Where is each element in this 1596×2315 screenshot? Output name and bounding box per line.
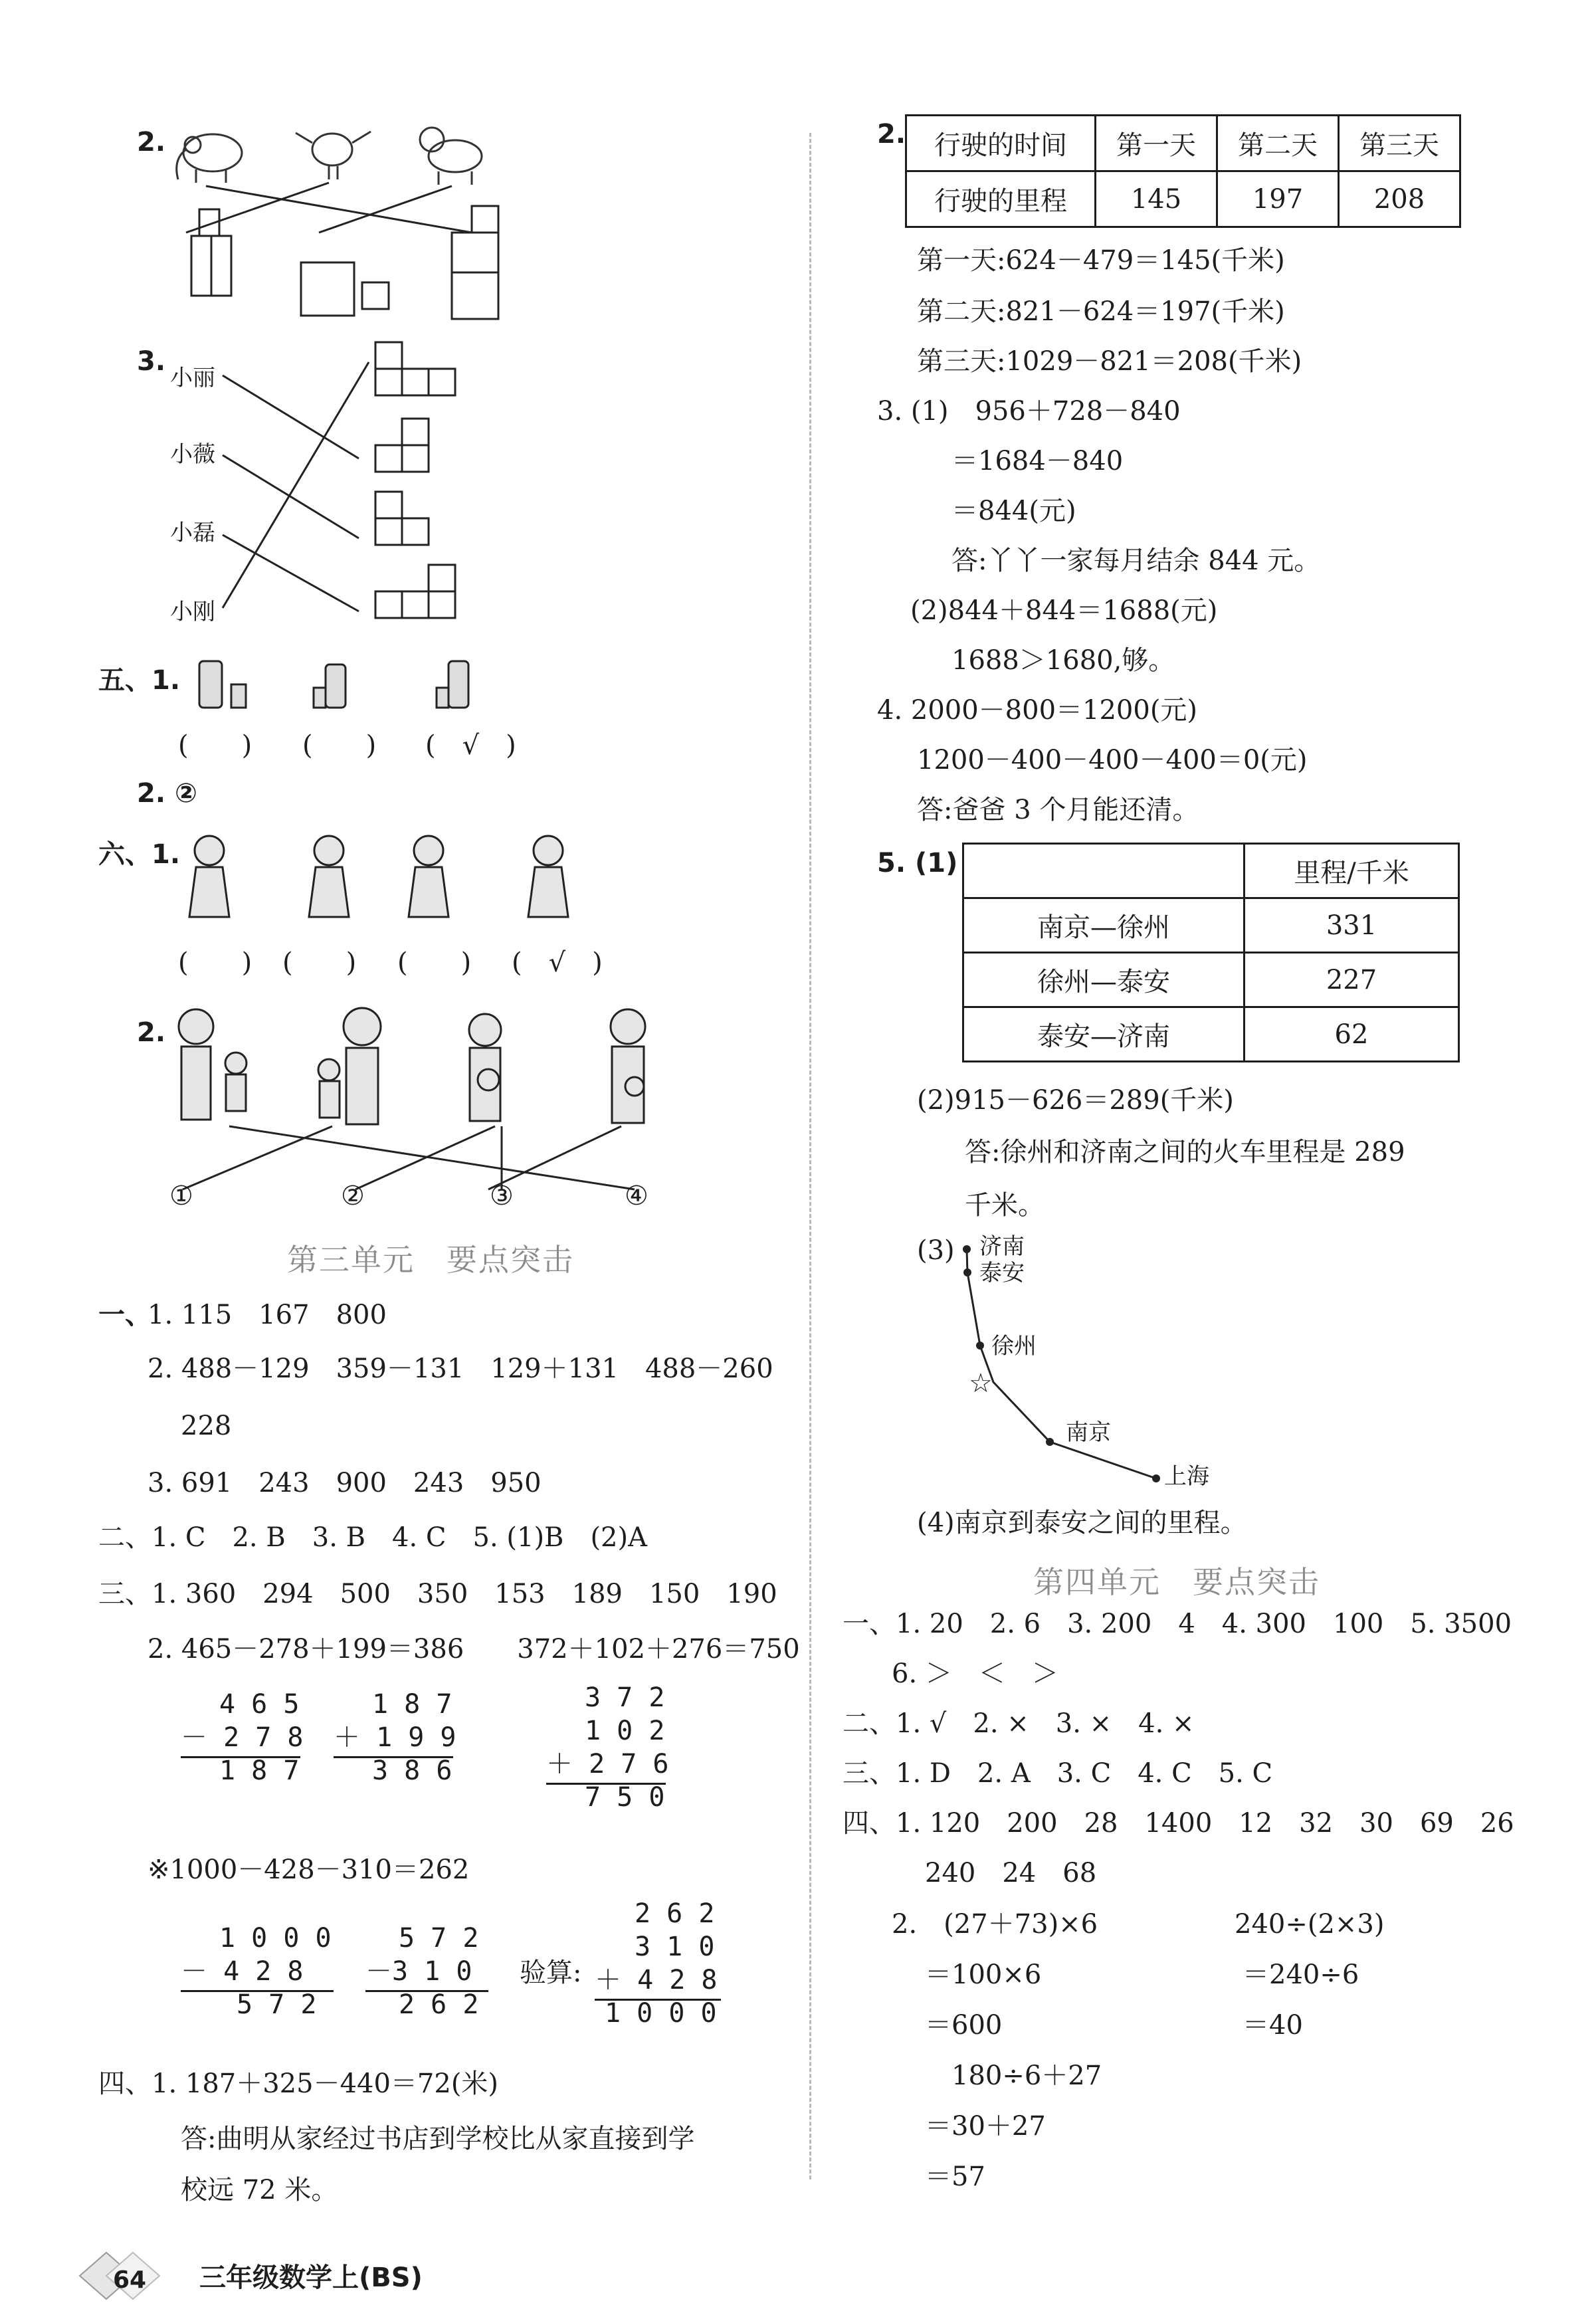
railway-route-1: 南京—徐州 bbox=[963, 898, 1245, 953]
u3-s2: 二、1. C 2. B 3. B 4. C 5. (1)B (2)A bbox=[98, 1522, 647, 1553]
dog-icon bbox=[420, 128, 482, 185]
vcalc2-line1: 1 8 7 bbox=[372, 1689, 452, 1720]
u3-s1-label: 一、 bbox=[98, 1300, 151, 1330]
name-xiaogang: 小刚 bbox=[170, 599, 215, 625]
vcalc6-line2: 3 1 0 bbox=[635, 1932, 715, 1962]
railway-table bbox=[962, 843, 1460, 1062]
check-label: 验算: bbox=[520, 1958, 582, 1988]
u3-s3-q2: 2. 465－278＋199＝386 372＋102＋276＝750 bbox=[148, 1634, 800, 1664]
vcalc1-line1: 4 6 5 bbox=[219, 1689, 300, 1720]
section-6-label: 六、1. bbox=[98, 839, 181, 870]
u4-calc-a-3: ＝600 bbox=[925, 2010, 1003, 2041]
travel-header-day3: 第三天 bbox=[1339, 116, 1460, 171]
s5-paren-2: ( ) bbox=[302, 730, 377, 761]
vcalc3-line4: 7 5 0 bbox=[585, 1782, 665, 1813]
section-5-label: 五、1. bbox=[98, 665, 181, 696]
r-q5-4: (4)南京到泰安之间的里程。 bbox=[917, 1508, 1247, 1538]
travel-header-day2: 第二天 bbox=[1217, 116, 1339, 171]
vcalc1-line3: 1 8 7 bbox=[219, 1756, 300, 1786]
vcalc1-line2: － 2 7 8 bbox=[181, 1722, 304, 1753]
q3-label: 3. bbox=[137, 346, 166, 377]
r-q4-line3: 答:爸爸 3 个月能还清。 bbox=[917, 795, 1199, 825]
book-title: 三年级数学上(BS) bbox=[199, 2263, 423, 2293]
vcalc4-line3: 5 7 2 bbox=[237, 1989, 317, 2020]
u3-s4-q1: 四、1. 187＋325－440＝72(米) bbox=[98, 2068, 499, 2099]
r-q3-line2: ＝1684－840 bbox=[951, 446, 1124, 476]
sweeping-girls-illustration bbox=[179, 831, 591, 944]
s6-paren-3: ( ) bbox=[397, 948, 472, 978]
vcalc4-line1: 1 0 0 0 bbox=[219, 1923, 332, 1954]
bird-icon bbox=[296, 132, 371, 179]
s6-paren-4: ( √ ) bbox=[512, 948, 603, 978]
railway-header-distance: 里程/千米 bbox=[1245, 844, 1459, 898]
r-q3-line3: ＝844(元) bbox=[951, 496, 1076, 526]
u4-s4-q1-cont: 240 24 68 bbox=[925, 1858, 1097, 1888]
name-xiaoli: 小丽 bbox=[170, 365, 215, 391]
map-star-icon: ☆ bbox=[969, 1368, 993, 1399]
travel-header-time: 行驶的时间 bbox=[906, 116, 1096, 171]
travel-row-label: 行驶的里程 bbox=[906, 171, 1096, 227]
q2-label: 2. bbox=[137, 127, 166, 157]
column-divider bbox=[809, 133, 811, 2179]
map-label-xuzhou: 徐州 bbox=[991, 1333, 1037, 1359]
u4-calc-a-2: ＝100×6 bbox=[925, 1960, 1042, 1990]
travel-row-day2: 197 bbox=[1217, 171, 1339, 227]
day2-line: 第二天:821－624＝197(千米) bbox=[917, 296, 1285, 327]
u3-extra: ※1000－428－310＝262 bbox=[148, 1855, 470, 1885]
r-q5-2-ans2: 千米。 bbox=[965, 1190, 1045, 1221]
u3-s4-ans1: 答:曲明从家经过书店到学校比从家直接到学 bbox=[181, 2124, 695, 2154]
vcalc5-line3: 2 6 2 bbox=[399, 1989, 479, 2020]
travel-row-day3: 208 bbox=[1339, 171, 1460, 227]
u3-s1-q2-cont: 228 bbox=[181, 1411, 232, 1441]
s5-paren-1: ( ) bbox=[178, 730, 252, 761]
circle-4: ④ bbox=[625, 1181, 648, 1211]
elephant-icon bbox=[177, 134, 242, 183]
r-q5-2-ans1: 答:徐州和济南之间的火车里程是 289 bbox=[965, 1137, 1405, 1167]
u4-s4-q1: 四、1. 120 200 28 1400 12 32 30 69 26 bbox=[843, 1808, 1514, 1839]
circle-1: ① bbox=[169, 1181, 193, 1211]
cube-view-diagram bbox=[219, 339, 485, 638]
s6-q2-label: 2. bbox=[137, 1017, 166, 1048]
r-q3-line4: 答:丫丫一家每月结余 844 元。 bbox=[951, 546, 1321, 576]
vcalc3-line3: ＋ 2 7 6 bbox=[546, 1749, 669, 1779]
vcalc5-line1: 5 7 2 bbox=[399, 1923, 479, 1954]
mother-child-matching bbox=[169, 1000, 688, 1219]
travel-header-day1: 第一天 bbox=[1096, 116, 1217, 171]
day3-line: 第三天:1029－821＝208(千米) bbox=[917, 346, 1302, 377]
s6-paren-2: ( ) bbox=[282, 948, 357, 978]
animal-matching-diagram bbox=[159, 113, 532, 326]
name-xiaowei: 小薇 bbox=[170, 441, 215, 468]
thermos-icons bbox=[193, 648, 525, 721]
s5-q2: 2. ② bbox=[137, 778, 197, 809]
map-label-jinan: 济南 bbox=[979, 1233, 1025, 1260]
railway-header-blank bbox=[963, 844, 1245, 898]
u4-calc-c-3: ＝57 bbox=[925, 2162, 985, 2192]
unit3-heading: 第三单元 要点突击 bbox=[287, 1242, 574, 1278]
vcalc4-line2: － 4 2 8 bbox=[181, 1956, 304, 1987]
u4-s1: 一、1. 20 2. 6 3. 200 4 4. 300 100 5. 3500 bbox=[843, 1609, 1512, 1639]
u3-s1-q1: 1. 115 167 800 bbox=[148, 1300, 387, 1330]
railway-distance-1: 331 bbox=[1245, 898, 1459, 953]
railway-distance-3: 62 bbox=[1245, 1007, 1459, 1062]
r-q3-line1: 3. (1) 956＋728－840 bbox=[877, 396, 1181, 427]
r-q5-label: 5. (1) bbox=[877, 848, 958, 878]
r-q5-2: (2)915－626＝289(千米) bbox=[917, 1085, 1234, 1116]
circle-2: ② bbox=[341, 1181, 365, 1211]
page-number: 64 bbox=[113, 2266, 147, 2294]
s5-paren-3: ( √ ) bbox=[425, 730, 516, 761]
u3-s1-q3: 3. 691 243 900 243 950 bbox=[148, 1468, 542, 1498]
railway-route-2: 徐州—泰安 bbox=[963, 953, 1245, 1007]
travel-table bbox=[905, 114, 1461, 228]
railway-distance-2: 227 bbox=[1245, 953, 1459, 1007]
u4-s2: 二、1. √ 2. × 3. × 4. × bbox=[843, 1708, 1195, 1739]
u4-s3: 三、1. D 2. A 3. C 4. C 5. C bbox=[843, 1758, 1273, 1789]
map-label-shanghai: 上海 bbox=[1164, 1463, 1209, 1490]
vcalc2-line2: ＋ 1 9 9 bbox=[334, 1722, 456, 1753]
day1-line: 第一天:624－479＝145(千米) bbox=[917, 245, 1285, 276]
vcalc3-line1: 3 7 2 bbox=[585, 1682, 665, 1713]
u4-calc-b-2: ＝240÷6 bbox=[1243, 1960, 1359, 1990]
u4-calc-c-1: 180÷6＋27 bbox=[951, 2061, 1102, 2091]
u3-s3-q1: 三、1. 360 294 500 350 153 189 150 190 bbox=[98, 1579, 777, 1609]
r-q3-line5: (2)844＋844＝1688(元) bbox=[910, 595, 1218, 626]
map-label-nanjing: 南京 bbox=[1066, 1419, 1111, 1446]
u4-s1-q6: 6. ＞ ＜ ＞ bbox=[892, 1659, 1058, 1689]
name-xiaolei: 小磊 bbox=[170, 520, 215, 546]
s6-paren-1: ( ) bbox=[178, 948, 252, 978]
u4-calc-c-2: ＝30＋27 bbox=[925, 2111, 1046, 2142]
railway-route-3: 泰安—济南 bbox=[963, 1007, 1245, 1062]
vcalc6-line4: 1 0 0 0 bbox=[605, 1998, 717, 2029]
r-q4-line1: 4. 2000－800＝1200(元) bbox=[877, 695, 1198, 726]
u4-calc-a-1: 2. (27＋73)×6 bbox=[892, 1909, 1098, 1940]
travel-row-day1: 145 bbox=[1096, 171, 1217, 227]
r-q4-line2: 1200－400－400－400＝0(元) bbox=[917, 745, 1308, 775]
vcalc6-line3: ＋ 4 2 8 bbox=[595, 1965, 718, 1995]
vcalc2-line3: 3 8 6 bbox=[372, 1756, 452, 1786]
u3-s1-q2: 2. 488－129 359－131 129＋131 488－260 bbox=[148, 1354, 773, 1384]
vcalc6-line1: 2 6 2 bbox=[635, 1898, 715, 1929]
unit4-heading: 第四单元 要点突击 bbox=[1033, 1564, 1320, 1600]
r-q2-label: 2. bbox=[877, 119, 906, 150]
u3-s4-ans2: 校远 72 米。 bbox=[181, 2175, 338, 2205]
u4-calc-b-1: 240÷(2×3) bbox=[1235, 1909, 1385, 1940]
vcalc5-line2: －3 1 0 bbox=[365, 1956, 472, 1987]
r-q3-line6: 1688＞1680,够。 bbox=[951, 645, 1175, 676]
r-q5-3-label: (3) bbox=[917, 1235, 955, 1266]
u4-calc-b-3: ＝40 bbox=[1243, 2010, 1303, 2041]
vcalc3-line2: 1 0 2 bbox=[585, 1716, 665, 1746]
circle-3: ③ bbox=[490, 1181, 514, 1211]
map-label-taian: 泰安 bbox=[979, 1260, 1025, 1286]
